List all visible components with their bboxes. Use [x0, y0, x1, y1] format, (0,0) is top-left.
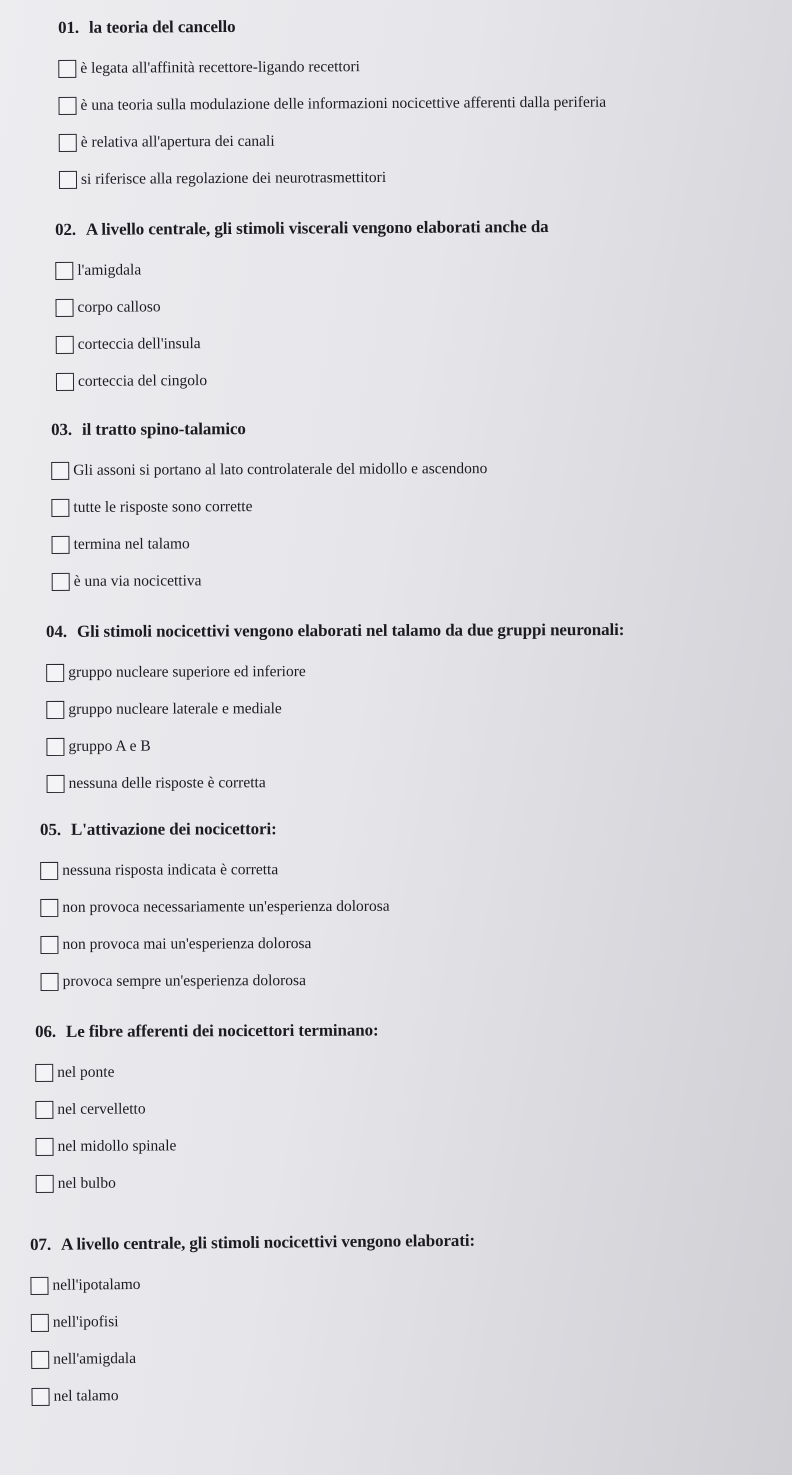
- answer-option[interactable]: [30, 1263, 475, 1304]
- question-06: [35, 1021, 379, 1202]
- answer-option[interactable]: [59, 158, 607, 198]
- option-label: gruppo A e B: [68, 737, 151, 755]
- option-label: Gli assoni si portano al lato controlaterale del midollo e ascendono: [73, 459, 488, 479]
- question-02: [55, 217, 550, 400]
- answer-option[interactable]: [35, 1053, 379, 1091]
- question-text: Le fibre afferenti dei nocicettori terminano:: [65, 1020, 379, 1041]
- checkbox[interactable]: [46, 663, 64, 681]
- option-label: tutte le risposte sono corrette: [73, 497, 253, 516]
- checkbox[interactable]: [35, 1100, 53, 1118]
- answer-option[interactable]: [56, 360, 550, 400]
- checkbox[interactable]: [52, 535, 70, 553]
- checkbox[interactable]: [52, 572, 70, 590]
- answer-option[interactable]: [46, 689, 624, 728]
- answer-option[interactable]: [55, 286, 549, 326]
- question-text: L'attivazione dei nocicettori:: [70, 819, 277, 839]
- option-label: è una teoria sulla modulazione delle informazioni nocicettive afferenti dalla periferia: [80, 93, 607, 114]
- answer-option[interactable]: [31, 1374, 476, 1415]
- checkbox[interactable]: [56, 335, 74, 353]
- option-label: nell'ipofisi: [52, 1312, 119, 1331]
- answer-option[interactable]: [36, 1163, 380, 1201]
- checkbox[interactable]: [58, 96, 76, 114]
- answer-option[interactable]: [56, 323, 550, 363]
- option-label: gruppo nucleare superiore ed inferiore: [68, 662, 306, 681]
- question-04: [46, 620, 625, 802]
- question-title: [51, 418, 487, 440]
- checkbox[interactable]: [51, 461, 69, 479]
- question-number: 04.: [46, 621, 68, 641]
- option-label: nel midollo spinale: [57, 1136, 177, 1155]
- question-number: 02.: [55, 219, 77, 239]
- question-number: 03.: [51, 419, 73, 439]
- answer-option[interactable]: [40, 851, 389, 889]
- checkbox[interactable]: [40, 935, 58, 953]
- option-label: corteccia del cingolo: [77, 371, 208, 390]
- checkbox[interactable]: [58, 59, 76, 77]
- question-title: [30, 1231, 475, 1255]
- checkbox[interactable]: [46, 700, 64, 718]
- answer-option[interactable]: [51, 487, 487, 526]
- option-label: nel talamo: [53, 1386, 119, 1405]
- question-text: A livello centrale, gli stimoli nocicettivi vengono elaborati:: [60, 1230, 476, 1254]
- checkbox[interactable]: [59, 170, 77, 188]
- option-label: nessuna risposta indicata è corretta: [62, 860, 279, 879]
- checkbox[interactable]: [35, 1063, 53, 1081]
- option-label: nel cervelletto: [57, 1100, 146, 1118]
- question-title: [55, 217, 549, 240]
- answer-option[interactable]: [40, 925, 389, 963]
- answer-option[interactable]: [51, 450, 487, 489]
- question-number: 05.: [40, 819, 62, 839]
- question-03: [51, 418, 488, 600]
- answer-option[interactable]: [59, 121, 607, 161]
- checkbox[interactable]: [40, 898, 58, 916]
- option-label: è relativa all'apertura dei canali: [80, 132, 275, 151]
- option-label: nel bulbo: [57, 1174, 116, 1192]
- question-text: la teoria del cancello: [88, 16, 236, 37]
- question-07: [30, 1231, 477, 1415]
- answer-option[interactable]: [46, 726, 624, 765]
- checkbox[interactable]: [30, 1276, 48, 1294]
- question-title: [46, 620, 624, 642]
- checkbox[interactable]: [55, 298, 73, 316]
- question-title: [58, 15, 606, 38]
- answer-option[interactable]: [58, 47, 606, 87]
- question-title: [40, 819, 389, 840]
- checkbox[interactable]: [41, 972, 59, 990]
- option-label: si riferisce alla regolazione dei neurotrasmettitori: [80, 168, 387, 188]
- answer-option[interactable]: [35, 1127, 379, 1165]
- option-label: nell'ipotalamo: [52, 1275, 141, 1294]
- question-number: 07.: [30, 1234, 52, 1254]
- answer-option[interactable]: [52, 561, 488, 600]
- option-label: gruppo nucleare laterale e mediale: [68, 699, 282, 718]
- checkbox[interactable]: [47, 774, 65, 792]
- checkbox[interactable]: [36, 1137, 54, 1155]
- answer-option[interactable]: [51, 524, 487, 563]
- option-label: provoca sempre un'esperienza dolorosa: [62, 971, 306, 990]
- checkbox[interactable]: [56, 372, 74, 390]
- answer-option[interactable]: [35, 1090, 379, 1128]
- answer-option[interactable]: [31, 1337, 476, 1378]
- option-label: nel ponte: [57, 1063, 115, 1081]
- question-text: Gli stimoli nocicettivi vengono elaborati nel talamo da due gruppi neuronali:: [76, 619, 625, 641]
- checkbox[interactable]: [31, 1350, 49, 1368]
- answer-option[interactable]: [55, 249, 549, 289]
- question-text: A livello centrale, gli stimoli viscerali vengono elaborati anche da: [85, 216, 549, 239]
- question-number: 06.: [35, 1021, 57, 1041]
- option-label: termina nel talamo: [73, 534, 190, 553]
- option-label: nessuna delle risposte è corretta: [68, 773, 266, 792]
- checkbox[interactable]: [55, 261, 73, 279]
- option-label: corpo calloso: [77, 297, 161, 316]
- answer-option[interactable]: [31, 1300, 476, 1341]
- question-number: 01.: [58, 17, 80, 37]
- question-title: [35, 1021, 379, 1042]
- checkbox[interactable]: [31, 1387, 49, 1405]
- checkbox[interactable]: [40, 861, 58, 879]
- answer-option[interactable]: [46, 763, 624, 802]
- option-label: non provoca mai un'esperienza dolorosa: [62, 934, 312, 953]
- option-label: è legata all'affinità recettore-ligando recettori: [80, 57, 360, 77]
- checkbox[interactable]: [31, 1313, 49, 1331]
- option-label: non provoca necessariamente un'esperienza dolorosa: [62, 897, 390, 916]
- answer-option[interactable]: [40, 962, 389, 1000]
- checkbox[interactable]: [59, 133, 77, 151]
- checkbox[interactable]: [36, 1174, 54, 1192]
- checkbox[interactable]: [51, 498, 69, 516]
- question-text: il tratto spino-talamico: [81, 419, 246, 439]
- answer-option[interactable]: [40, 888, 389, 926]
- option-label: è una via nocicettiva: [73, 571, 202, 590]
- checkbox[interactable]: [46, 737, 64, 755]
- answer-option[interactable]: [46, 652, 624, 691]
- option-label: corteccia dell'insula: [77, 334, 201, 353]
- option-label: l'amigdala: [77, 260, 142, 279]
- option-label: nell'amigdala: [53, 1349, 137, 1368]
- answer-option[interactable]: [58, 84, 606, 124]
- question-01: [58, 15, 607, 198]
- question-05: [40, 819, 390, 1000]
